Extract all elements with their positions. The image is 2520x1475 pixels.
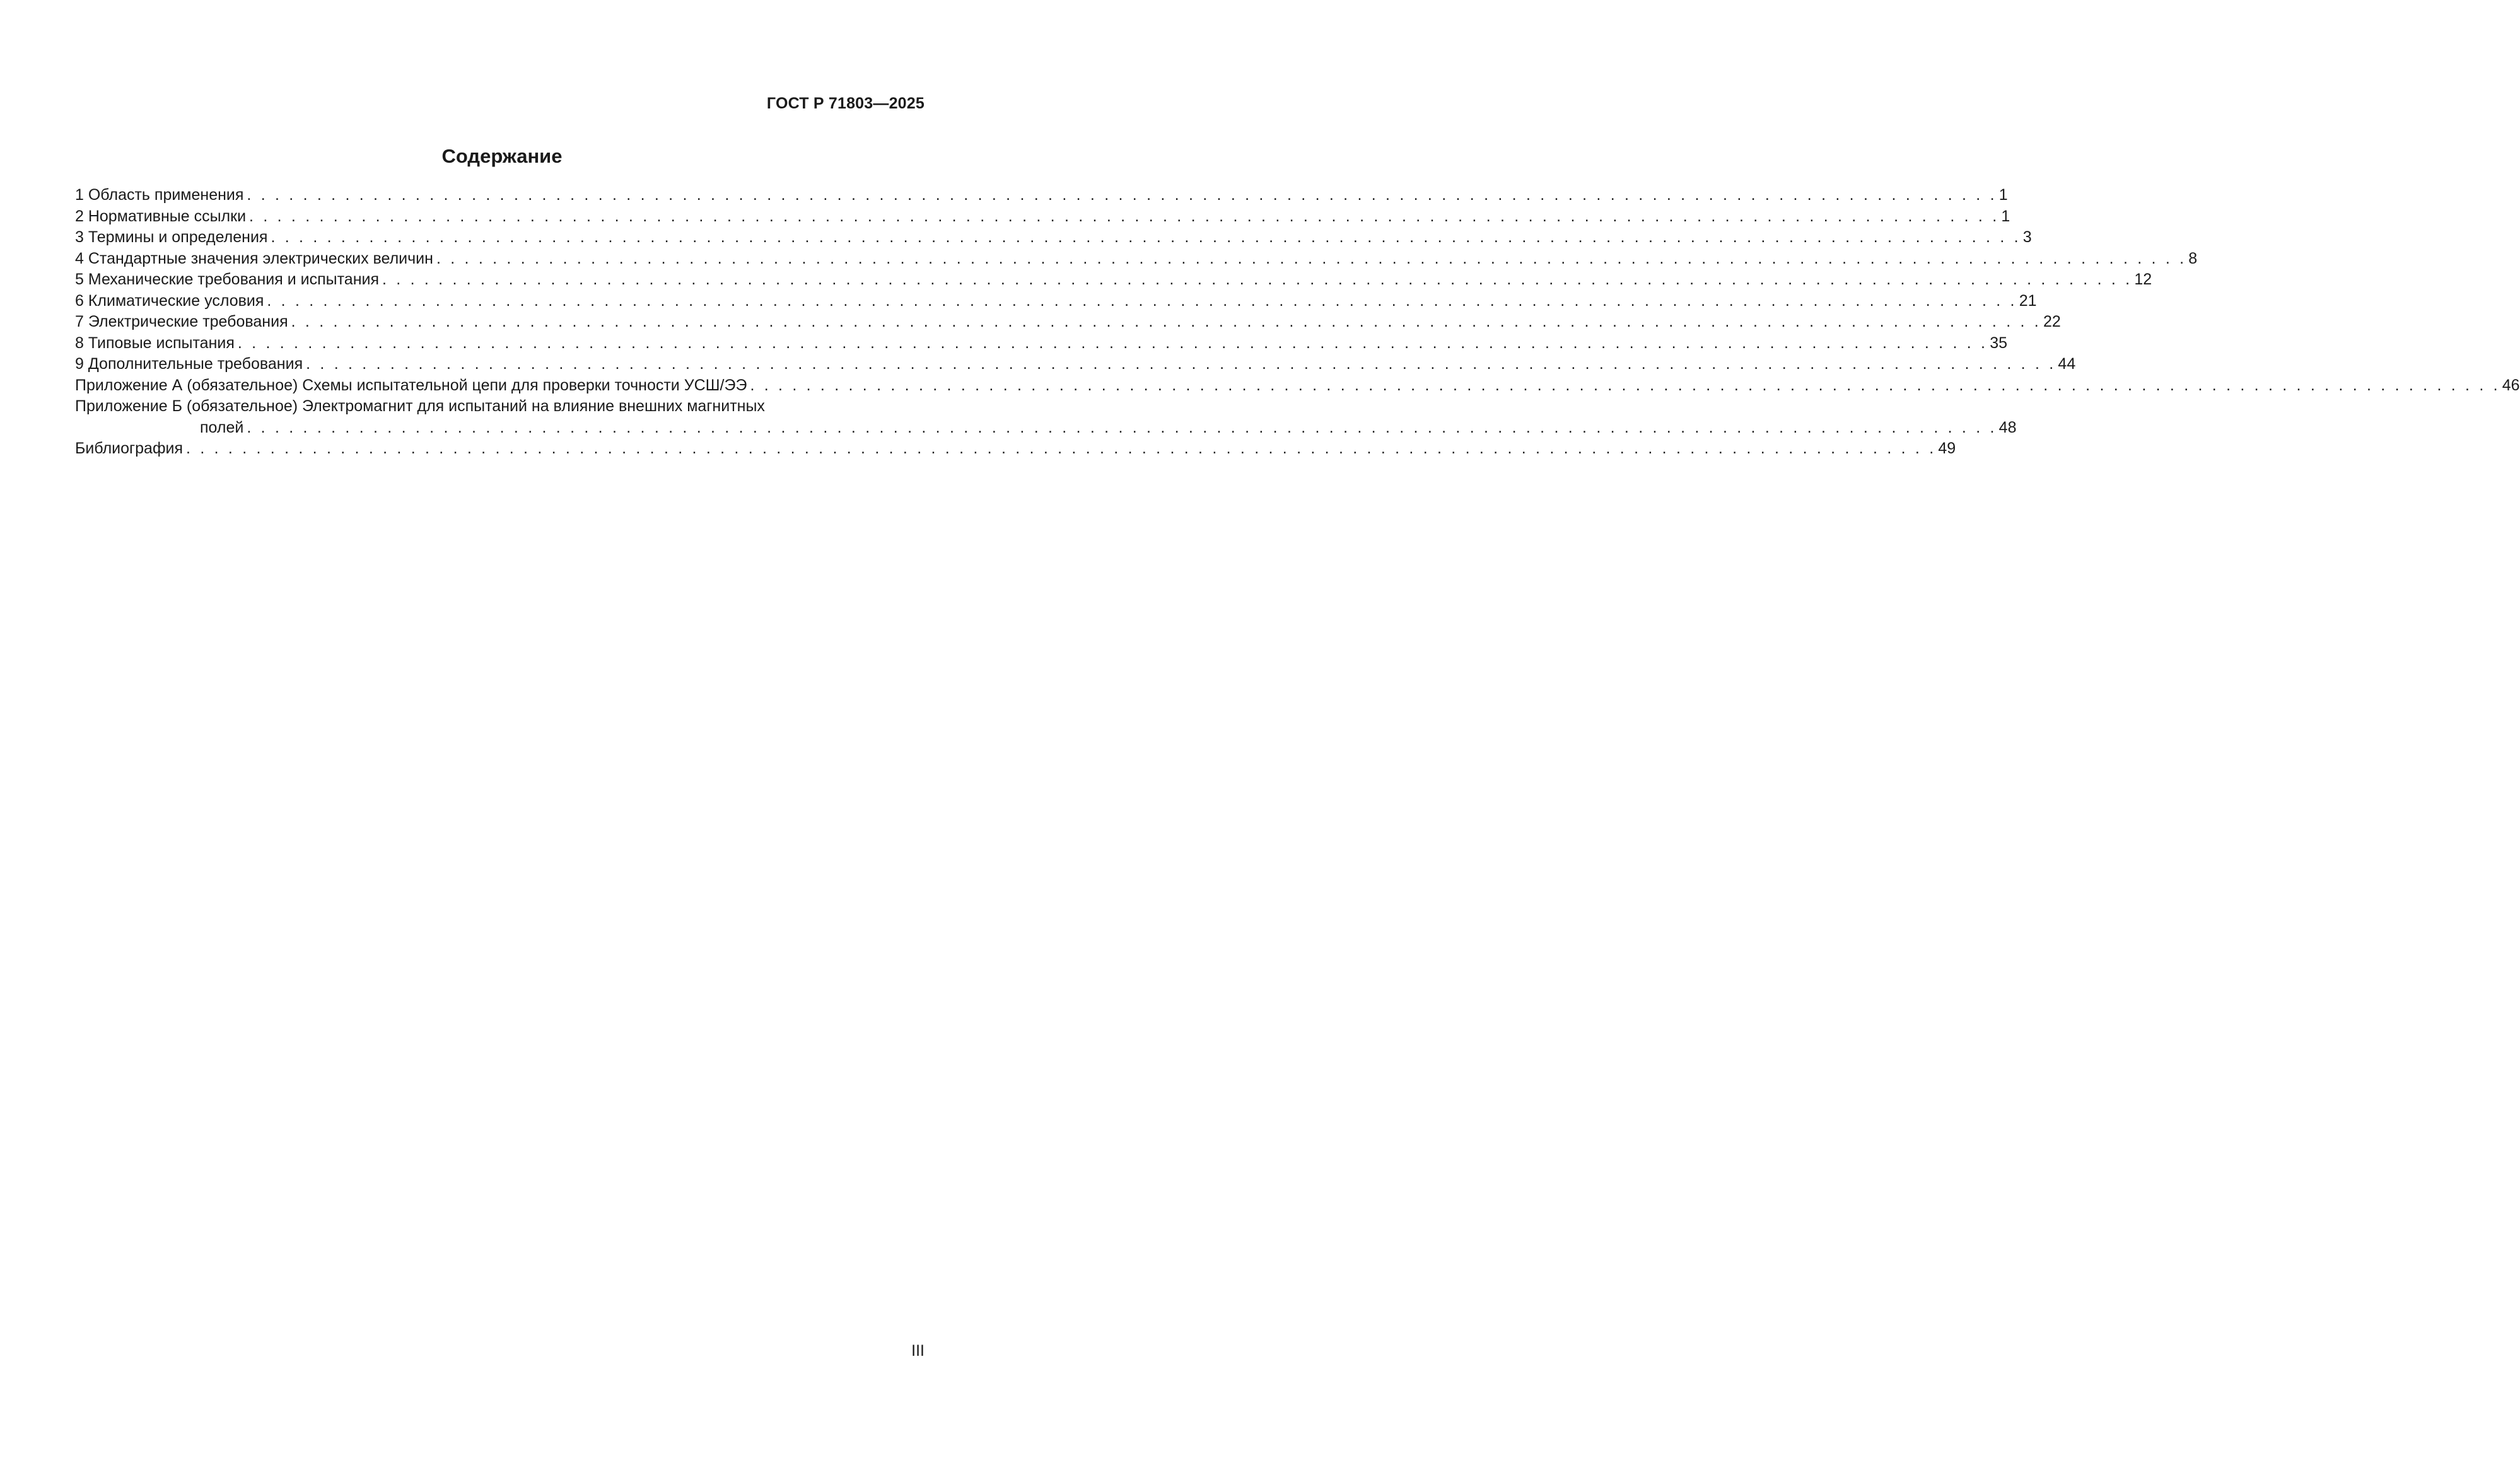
toc-entry-page: 21 (2019, 291, 2037, 310)
toc-entry-text: 6 Климатические условия (75, 291, 264, 310)
toc-entry-page: 46 (2502, 376, 2520, 394)
toc-entry-4[interactable] (75, 248, 2198, 270)
toc-entry-8[interactable] (75, 333, 2008, 354)
toc-entry-text: 2 Нормативные ссылки (75, 207, 247, 225)
toc-entry-page: 48 (1998, 418, 2017, 436)
toc-title: Содержание (441, 145, 563, 167)
toc-entry-text: Приложение Б (обязательное) Электромагнит для испытаний на влияние внешних магнитных (75, 397, 765, 415)
toc-leader: . . . . . . . . . . . . . . . . . . . . . . . . . . . . . . . . . . . . . . . . . . . . . . . . . . . . . . . . . . . . . . . . . . . . . . . . . . . . . . . . . . . . . . . . . . . . . . . . . . . . . . . . . . . . . . . . . . . . . . . . . . . . . (382, 271, 2133, 288)
toc-entry-page: 1 (1998, 186, 2008, 204)
toc-entry-page: 22 (2043, 313, 2061, 330)
toc-leader: . . . . . . . . . . . . . . . . . . . . . . . . . . . . . . . . . . . . . . . . . . . . . . . . . . . . . . . . . . . . . . . . . . . . . . . . . . . . . . . . . . . . . . . . . . . . . . . . . . . . . . . . . . . . . . . . . . . . . . . . . . . . . (436, 249, 2187, 267)
toc-leader: . . . . . . . . . . . . . . . . . . . . . . . . . . . . . . . . . . . . . . . . . . . . . . . . . . . . . . . . . . . . . . . . . . . . . . . . . . . . . . . . . . . . . . . . . . . . . . . . . . . . . . . . . . . . . . . . . . . . . . . . . . . . . (267, 291, 2017, 310)
toc-entry-5[interactable] (75, 269, 2152, 291)
toc-entry-1[interactable] (75, 185, 2008, 206)
toc-entry-page: 8 (2188, 249, 2198, 267)
toc-entry-page: 1 (2001, 207, 2010, 225)
toc-entry-6[interactable] (75, 291, 2037, 312)
toc-entry-text: 5 Механические требования и испытания (75, 271, 380, 288)
toc-entry-text: 7 Электрические требования (75, 313, 288, 330)
toc-entry-7[interactable] (75, 312, 2061, 333)
toc-entry-appendix-b[interactable] (75, 396, 2017, 438)
toc-entry-page: 3 (2022, 228, 2032, 246)
toc-leader: . . . . . . . . . . . . . . . . . . . . . . . . . . . . . . . . . . . . . . . . . . . . . . . . . . . . . . . . . . . . . . . . . . . . . . . . . . . . . . . . . . . . . . . . . . . . . . . . . . . . . . . . . . . . . . . . . . . . . . . . . . . . . (291, 313, 2041, 330)
toc-entry-page: 35 (1990, 334, 2008, 352)
toc-entry-bibliography[interactable] (75, 438, 1956, 460)
toc-entry-text: 8 Типовые испытания (75, 334, 235, 352)
toc-entry-text: 9 Дополнительные требования (75, 355, 303, 373)
toc-leader: . . . . . . . . . . . . . . . . . . . . . . . . . . . . . . . . . . . . . . . . . . . . . . . . . . . . . . . . . . . . . . . . . . . . . . . . . . . . . . . . . . . . . . . . . . . . . . . . . . . . . . . . . . . . . . . . . . . . . . . . . . . . . (247, 186, 1997, 204)
toc-leader: . . . . . . . . . . . . . . . . . . . . . . . . . . . . . . . . . . . . . . . . . . . . . . . . . . . . . . . . . . . . . . . . . . . . . . . . . . . . . . . . . . . . . . . . . . . . . . . . . . . . . . . . . . . . . . . . . . . . . . . . . . . . . (306, 355, 2056, 373)
toc-entry-text-continued: полей (200, 418, 244, 436)
toc-leader: . . . . . . . . . . . . . . . . . . . . . . . . . . . . . . . . . . . . . . . . . . . . . . . . . . . . . . . . . . . . . . . . . . . . . . . . . . . . . . . . . . . . . . . . . . . . . . . . . . . . . . . . . . . . . . . . . . . . . . . . . . . . . (271, 228, 2021, 246)
toc-leader: . . . . . . . . . . . . . . . . . . . . . . . . . . . . . . . . . . . . . . . . . . . . . . . . . . . . . . . . . . . . . . . . . . . . . . . . . . . . . . . . . . . . . . . . . . . . . . . . . . . . . . . . . . . . . . . . . . . . . . . . . . . . . (750, 376, 2500, 394)
toc-leader: . . . . . . . . . . . . . . . . . . . . . . . . . . . . . . . . . . . . . . . . . . . . . . . . . . . . . . . . . . . . . . . . . . . . . . . . . . . . . . . . . . . . . . . . . . . . . . . . . . . . . . . . . . . . . . . . . . . . . . . . . . . . . (247, 418, 1997, 436)
toc-leader: . . . . . . . . . . . . . . . . . . . . . . . . . . . . . . . . . . . . . . . . . . . . . . . . . . . . . . . . . . . . . . . . . . . . . . . . . . . . . . . . . . . . . . . . . . . . . . . . . . . . . . . . . . . . . . . . . . . . . . . . . . . . . (186, 440, 1937, 457)
table-of-contents (75, 185, 2520, 460)
toc-entry-text: 1 Область применения (75, 186, 244, 204)
toc-entry-page: 49 (1938, 440, 1956, 457)
toc-entry-2[interactable] (75, 206, 2010, 228)
toc-entry-appendix-a[interactable] (75, 375, 2520, 397)
toc-entry-text: Приложение А (обязательное) Схемы испытательной цепи для проверки точности УСШ/ЭЭ (75, 376, 747, 394)
toc-leader: . . . . . . . . . . . . . . . . . . . . . . . . . . . . . . . . . . . . . . . . . . . . . . . . . . . . . . . . . . . . . . . . . . . . . . . . . . . . . . . . . . . . . . . . . . . . . . . . . . . . . . . . . . . . . . . . . . . . . . . . . . . . . (249, 207, 2000, 225)
document-code: ГОСТ Р 71803—2025 (766, 95, 925, 112)
toc-entry-text: 3 Термины и определения (75, 228, 268, 246)
toc-entry-text: Библиография (75, 440, 184, 457)
toc-entry-page: 12 (2134, 271, 2152, 288)
toc-leader: . . . . . . . . . . . . . . . . . . . . . . . . . . . . . . . . . . . . . . . . . . . . . . . . . . . . . . . . . . . . . . . . . . . . . . . . . . . . . . . . . . . . . . . . . . . . . . . . . . . . . . . . . . . . . . . . . . . . . . . . . . . . . (237, 334, 1988, 352)
page-number: III (911, 1342, 925, 1360)
toc-entry-3[interactable] (75, 227, 2032, 248)
toc-entry-page: 44 (2058, 355, 2076, 373)
toc-entry-9[interactable] (75, 354, 2076, 375)
toc-entry-text: 4 Стандартные значения электрических величин (75, 249, 433, 267)
